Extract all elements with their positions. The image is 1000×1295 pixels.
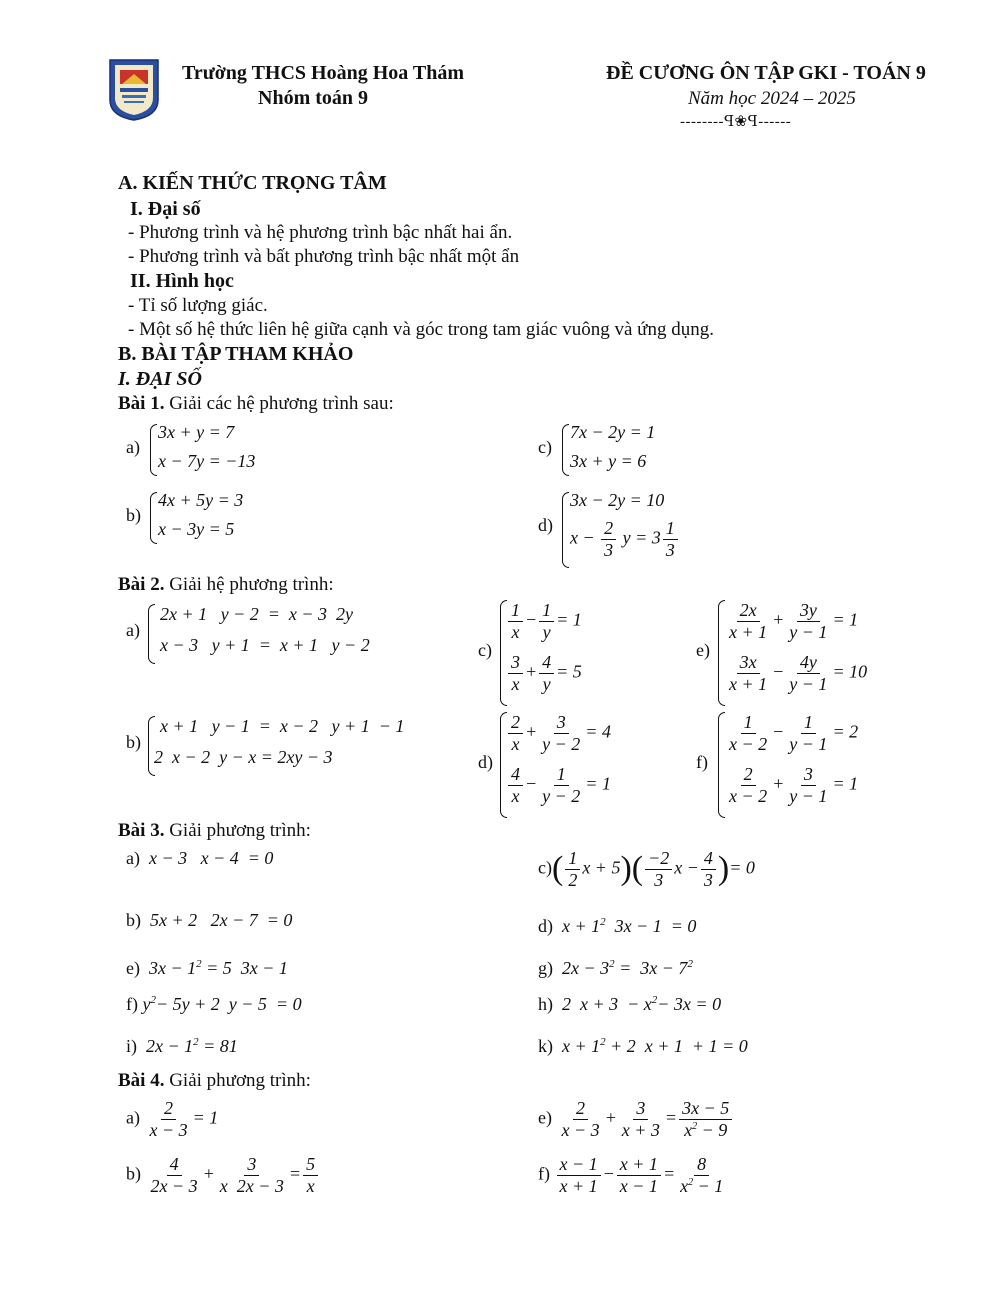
geometry-topic-2: - Một số hệ thức liên hệ giữa cạnh và góc trong tam giác vuông và ứng dụng. bbox=[128, 319, 714, 340]
ex3-g: g) $2x - 3^2 = 3x - 7^2$ bbox=[538, 958, 693, 978]
part-a-title: A. KIẾN THỨC TRỌNG TÂM bbox=[118, 172, 387, 194]
ex3-b: b) 5x + 2 2x − 7 = 0 bbox=[126, 910, 293, 930]
ex3-a: a) x − 3 x − 4 = 0 bbox=[126, 848, 274, 868]
ex3-c: c)( $\frac{1}{2}$ x + 5)( $\frac{-2}{3}$ x − $\frac{4}{3}$ )= 0 bbox=[538, 848, 755, 890]
ex3-h: h) 2 $x + 3 - x^2- 3x = 0$ bbox=[538, 994, 722, 1014]
ornament-divider: --------ꟼ❀ꟼ------ bbox=[680, 114, 792, 130]
exercise-3-heading: Bài 3. Giải phương trình: bbox=[118, 820, 311, 841]
ex4-b: b) $\frac{4}{2x - 3}$ + $\frac{3}{x 2x - 3}$ = $\frac{5}{x}$ bbox=[126, 1154, 320, 1196]
exercise-2-heading: Bài 2. Giải hệ phương trình: bbox=[118, 574, 334, 595]
ex3-k: k) $x + 1^2 + 2$ x + 1 + 1 = 0 bbox=[538, 1036, 748, 1056]
algebra-topic-2: - Phương trình và bất phương trình bậc nhất một ẩn bbox=[128, 246, 520, 267]
ex4-a: a) $\frac{2}{x - 3}$ = 1 bbox=[126, 1098, 219, 1140]
ex4-e: e) $\frac{2}{x - 3}$ + $\frac{3}{x + 3}$ = $\frac{3x - 5}{x^2 - 9}$ bbox=[538, 1098, 734, 1140]
school-name: Trường THCS Hoàng Hoa Thám bbox=[182, 62, 465, 84]
ex4-f: f) $\frac{x - 1}{x + 1}$ − $\frac{x + 1}{x - 1}$ = $\frac{8}{x^2 - 1}$ bbox=[538, 1154, 724, 1196]
group-name: Nhóm toán 9 bbox=[258, 87, 369, 109]
ex3-d: d) $x + 1^2$ 3x − 1 = 0 bbox=[538, 916, 697, 936]
exercise-1-heading: Bài 1. Giải các hệ phương trình sau: bbox=[118, 393, 394, 414]
school-year: Năm học 2024 – 2025 bbox=[688, 88, 856, 109]
geometry-heading: II. Hình học bbox=[130, 270, 234, 292]
algebra-heading: I. Đại số bbox=[130, 198, 201, 220]
exercise-4-heading: Bài 4. Giải phương trình: bbox=[118, 1070, 311, 1091]
doc-title: ĐỀ CƯƠNG ÔN TẬP GKI - TOÁN 9 bbox=[606, 62, 926, 84]
ex3-e: e) $3x - 1^2 = 5$ 3x − 1 bbox=[126, 958, 288, 978]
part-b-title: B. BÀI TẬP THAM KHẢO bbox=[118, 343, 354, 365]
ex3-i: i) $2x - 1^2 = 81$ bbox=[126, 1036, 238, 1056]
school-logo bbox=[108, 58, 160, 122]
geometry-topic-1: - Tỉ số lượng giác. bbox=[128, 295, 268, 316]
ex3-f: f) $y^2- 5y + 2$ y − 5 = 0 bbox=[126, 994, 302, 1014]
algebra-subtitle: I. ĐẠI SỐ bbox=[118, 368, 202, 390]
algebra-topic-1: - Phương trình và hệ phương trình bậc nhất hai ẩn. bbox=[128, 222, 513, 243]
